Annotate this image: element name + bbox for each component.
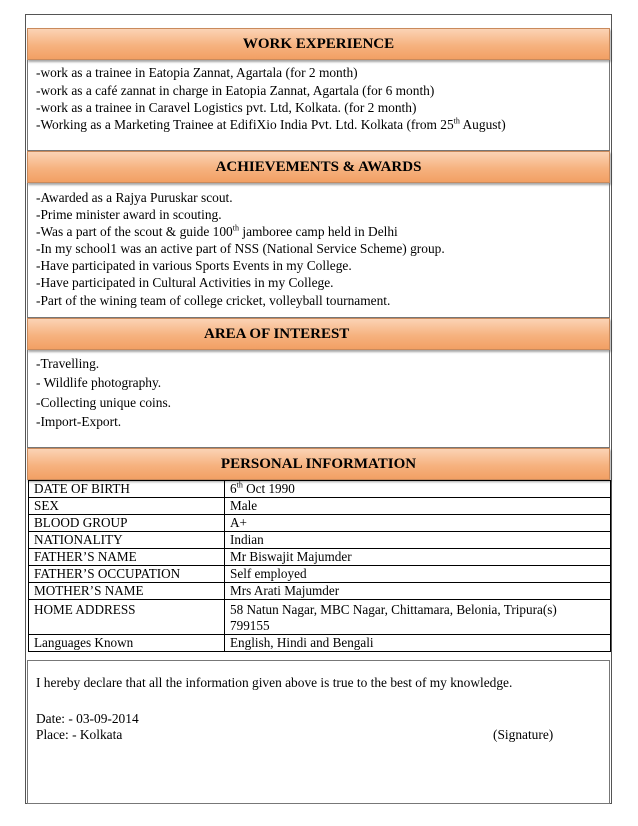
personal-info-row [29, 635, 611, 652]
personal-info-key: HOME ADDRESS [29, 600, 225, 635]
work-item [36, 117, 506, 133]
personal-info-value-text: Mrs Arati Majumder [230, 583, 340, 598]
interest-item-text: -Collecting unique coins. [36, 395, 171, 410]
achievement-item-text: -Prime minister award in scouting. [36, 207, 222, 222]
personal-info-value [225, 566, 611, 583]
achievements-title: ACHIEVEMENTS & AWARDS [215, 159, 422, 175]
achievement-item [36, 275, 334, 291]
personal-info-row [29, 583, 611, 600]
personal-info-value-text: 6 [230, 481, 237, 496]
work-item-text: -work as a café zannat in charge in Eatopia Zannat, Agartala (for 6 month) [36, 83, 435, 98]
achievement-item-text: -Awarded as a Rajya Puruskar scout. [36, 190, 233, 205]
achievement-item [36, 190, 233, 206]
achievement-item-text-end: jamboree camp held in Delhi [239, 224, 398, 239]
personal-info-row [29, 515, 611, 532]
work-experience-header [27, 28, 610, 60]
work-item-superscript: th [453, 116, 460, 126]
personal-info-row [29, 532, 611, 549]
interest-header [27, 318, 610, 350]
achievements-header [27, 151, 610, 183]
achievement-item [36, 224, 398, 240]
personal-info-key: DATE OF BIRTH [29, 481, 225, 498]
personal-info-value [225, 498, 611, 515]
personal-info-row [29, 566, 611, 583]
interest-item-text: - Wildlife photography. [36, 375, 162, 390]
personal-info-key: Languages Known [29, 635, 225, 652]
signature-label: (Signature) [493, 727, 554, 742]
achievement-item [36, 258, 352, 274]
work-item-text: -work as a trainee in Caravel Logistics pvt. Ltd, Kolkata. (for 2 month) [36, 100, 417, 115]
personal-info-value-text-end: Oct 1990 [242, 481, 295, 496]
personal-info-key: FATHER’S NAME [29, 549, 225, 566]
work-item [36, 65, 358, 81]
work-experience-title: WORK EXPERIENCE [242, 36, 395, 52]
personal-info-key: BLOOD GROUP [29, 515, 225, 532]
personal-info-row [29, 549, 611, 566]
work-item-text-end: August) [459, 117, 506, 132]
personal-info-row [29, 498, 611, 515]
personal-info-value-text: Indian [230, 532, 264, 547]
interest-item [36, 395, 171, 411]
personal-info-key: FATHER’S OCCUPATION [29, 566, 225, 583]
interest-item [36, 375, 161, 391]
personal-info-table [28, 480, 611, 652]
personal-info-value-text: A+ [230, 515, 247, 530]
interest-item-text: -Travelling. [36, 356, 100, 371]
declaration-date: Date: - 03-09-2014 [36, 711, 139, 726]
personal-info-row [29, 600, 611, 635]
personal-info-value [225, 583, 611, 600]
work-item-text: -Working as a Marketing Trainee at EdifiXio India Pvt. Ltd. Kolkata (from 25 [36, 117, 454, 132]
personal-info-title: PERSONAL INFORMATION [220, 456, 417, 472]
personal-info-value [225, 635, 611, 652]
personal-info-value-text: Self employed [230, 566, 307, 581]
interest-title: AREA OF INTEREST [204, 326, 350, 342]
achievement-item [36, 293, 390, 309]
personal-info-value-line2: 799155 [230, 618, 270, 633]
interest-item [36, 414, 121, 430]
personal-info-key: NATIONALITY [29, 532, 225, 549]
interest-item-text: -Import-Export. [36, 414, 122, 429]
personal-info-key: SEX [29, 498, 225, 515]
personal-info-value-text: 58 Natun Nagar, MBC Nagar, Chittamara, Belonia, Tripura(s) [230, 602, 557, 617]
personal-info-header [27, 448, 610, 480]
personal-info-value-superscript: th [236, 480, 243, 490]
achievement-item-text: -Part of the wining team of college cricket, volleyball tournament. [36, 293, 391, 308]
achievement-item [36, 207, 222, 223]
declaration-place: Place: - Kolkata [36, 727, 123, 742]
personal-info-value-text: Mr Biswajit Majumder [230, 549, 352, 564]
declaration-text: I hereby declare that all the information given above is true to the best of my knowledge. [36, 675, 513, 690]
achievement-item [36, 241, 445, 257]
interest-item [36, 356, 99, 372]
work-item-text: -work as a trainee in Eatopia Zannat, Agartala (for 2 month) [36, 65, 358, 80]
personal-info-value [225, 515, 611, 532]
personal-info-value-text: English, Hindi and Bengali [230, 635, 374, 650]
personal-info-value [225, 481, 611, 498]
personal-info-value [225, 532, 611, 549]
personal-info-value [225, 549, 611, 566]
personal-info-row [29, 481, 611, 498]
achievement-item-text: -Have participated in Cultural Activities in my College. [36, 275, 334, 290]
personal-info-key: MOTHER’S NAME [29, 583, 225, 600]
achievement-item-text: -In my school1 was an active part of NSS (National Service Scheme) group. [36, 241, 445, 256]
achievement-item-text: -Was a part of the scout & guide 100 [36, 224, 233, 239]
work-item [36, 83, 434, 99]
achievement-item-superscript: th [232, 223, 239, 233]
personal-info-value [225, 600, 611, 635]
work-item [36, 100, 416, 116]
personal-info-value-text: Male [230, 498, 258, 513]
achievement-item-text: -Have participated in various Sports Events in my College. [36, 258, 352, 273]
